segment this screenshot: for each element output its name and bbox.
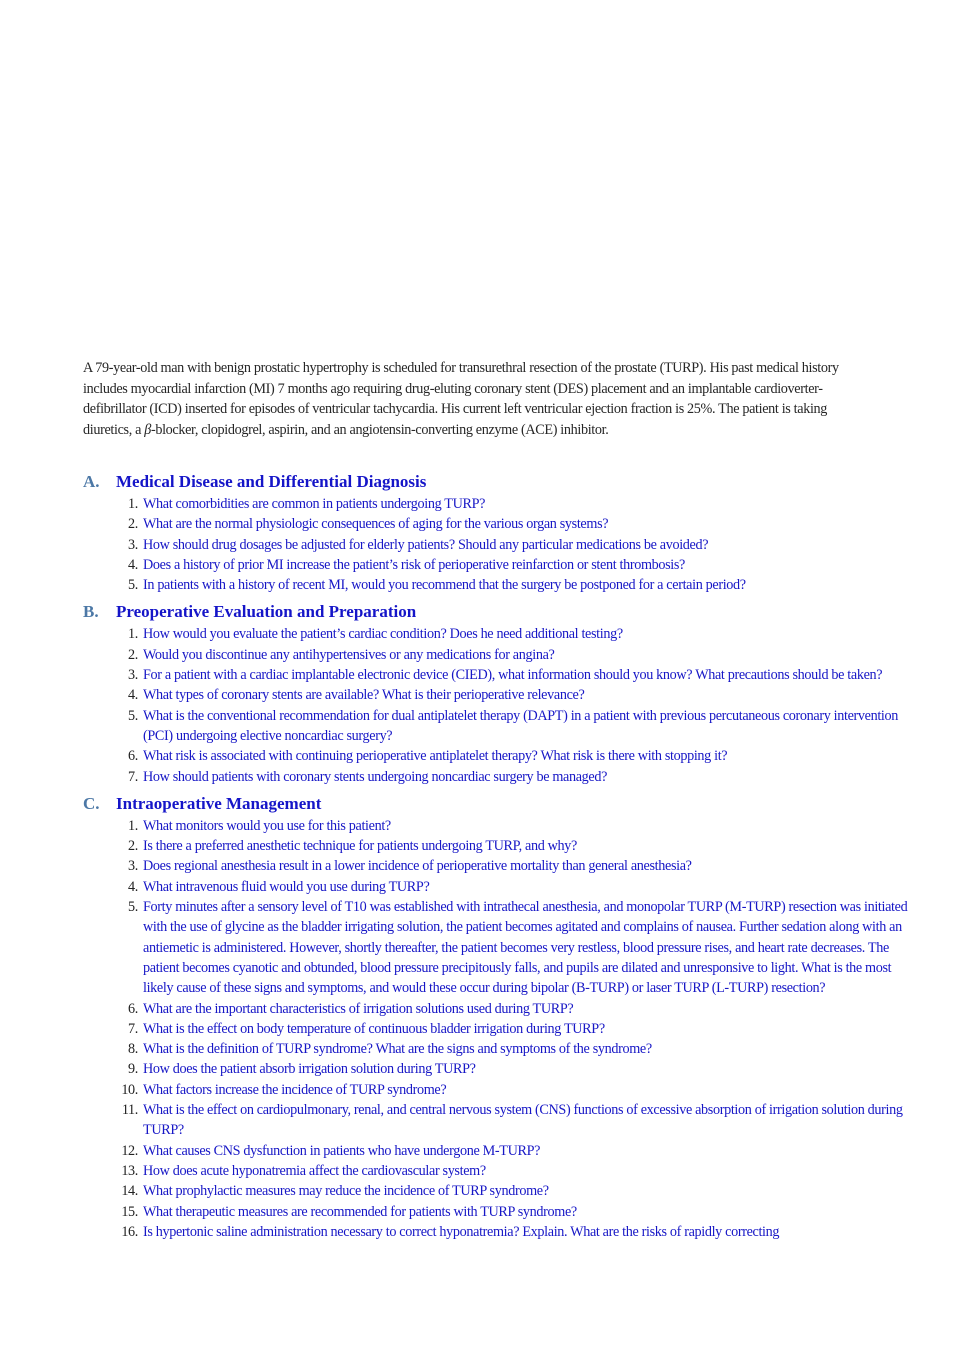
- question-number: 8.: [128, 1041, 138, 1058]
- question-item[interactable]: [83, 706, 913, 747]
- question-number: 9.: [128, 1061, 138, 1078]
- question-text[interactable]: What factors increase the incidence of TURP syndrome?: [143, 1081, 447, 1098]
- question-item[interactable]: [83, 575, 913, 595]
- question-item[interactable]: [83, 494, 913, 514]
- question-text[interactable]: How would you evaluate the patient’s cardiac condition? Does he need additional testing?: [143, 626, 623, 643]
- case-text-part2: -blocker, clopidogrel, aspirin, and an angiotensin-converting enzyme (ACE) inhibitor.: [150, 421, 609, 438]
- question-item[interactable]: [83, 856, 913, 876]
- question-item[interactable]: [83, 1141, 913, 1161]
- case-text-part1: A 79-year-old man with benign prostatic hypertrophy is scheduled for transurethral resection of the prostate (TURP). His past medical history includes myocardial infarction (MI) 7 months ago requiring drug-eluting coronary stent (DES) placement and an implantable cardioverter-defibrillator (ICD) inserted for episodes of ventricular tachycardia. His current left ventricular ejection fraction is 25%. The patient is taking diuretics, a: [83, 360, 839, 438]
- question-item[interactable]: [83, 624, 913, 644]
- question-text[interactable]: How should drug dosages be adjusted for elderly patients? Should any particular medications be avoided?: [143, 536, 709, 553]
- question-text[interactable]: What causes CNS dysfunction in patients who have undergone M-TURP?: [143, 1142, 541, 1159]
- question-item[interactable]: [83, 836, 913, 856]
- question-text[interactable]: What is the effect on cardiopulmonary, renal, and central nervous system (CNS) functions of excessive absorption of irrigation solution during TURP?: [143, 1102, 903, 1139]
- question-item[interactable]: [83, 645, 913, 665]
- section-heading: [83, 601, 913, 623]
- question-number: 16.: [121, 1223, 138, 1240]
- question-number: 14.: [121, 1183, 138, 1200]
- question-number: 5.: [128, 577, 138, 594]
- section-title: Medical Disease and Differential Diagnosis: [116, 472, 427, 491]
- question-text[interactable]: Is there a preferred anesthetic technique for patients undergoing TURP, and why?: [143, 838, 577, 855]
- question-number: 4.: [128, 556, 138, 573]
- question-number: 3.: [128, 667, 138, 684]
- question-number: 11.: [121, 1102, 138, 1119]
- question-number: 5.: [128, 707, 138, 724]
- question-text[interactable]: What prophylactic measures may reduce the incidence of TURP syndrome?: [143, 1183, 549, 1200]
- question-text[interactable]: Is hypertonic saline administration necessary to correct hyponatremia? Explain. What are the risks of rapidly correcting: [143, 1223, 780, 1240]
- question-item[interactable]: [83, 555, 913, 575]
- question-item[interactable]: [83, 1080, 913, 1100]
- section-title: Intraoperative Management: [116, 793, 322, 813]
- section-letter: A.: [83, 472, 100, 491]
- question-item[interactable]: [83, 1100, 913, 1141]
- question-number: 1.: [128, 626, 138, 643]
- question-item[interactable]: [83, 535, 913, 555]
- question-item[interactable]: [83, 1019, 913, 1039]
- page-content: [83, 358, 913, 1248]
- question-list: [83, 816, 913, 1242]
- question-number: 1.: [128, 817, 138, 834]
- question-text[interactable]: How does the patient absorb irrigation solution during TURP?: [143, 1061, 476, 1078]
- question-number: 2.: [128, 646, 138, 663]
- case-description: [83, 358, 873, 440]
- question-number: 13.: [121, 1162, 138, 1179]
- section-title: Preoperative Evaluation and Preparation: [116, 602, 417, 622]
- question-list: [83, 494, 913, 595]
- question-number: 12.: [121, 1142, 138, 1159]
- question-text[interactable]: How should patients with coronary stents undergoing noncardiac surgery be managed?: [143, 768, 608, 785]
- section-heading: [83, 793, 913, 815]
- question-number: 4.: [128, 878, 138, 895]
- section-c: [83, 793, 913, 1242]
- question-text[interactable]: In patients with a history of recent MI, would you recommend that the surgery be postponed for a certain period?: [143, 577, 746, 594]
- question-item[interactable]: [83, 685, 913, 705]
- question-item[interactable]: [83, 1181, 913, 1201]
- question-text[interactable]: Forty minutes after a sensory level of T10 was established with intrathecal anesthesia, and monopolar TURP (M-TURP) resection was initiated with the use of glycine as the bladder irrigating solution, the patient becomes agitated and complains of nausea. Further sedation along with an antiemetic is administered. However, shortly thereafter, the patient becomes very restless, blood pressure rises, and heart rate decreases. The patient becomes cyanotic and obtunded, blood pressure precipitously falls, and pupils are dilated and unresponsive to light. What is the most likely cause of these signs and symptoms, and would these occur during bipolar (B-TURP) or laser TURP (L-TURP) resection?: [143, 899, 908, 997]
- question-text[interactable]: What comorbidities are common in patients undergoing TURP?: [143, 496, 486, 512]
- question-item[interactable]: [83, 514, 913, 534]
- question-text[interactable]: What is the conventional recommendation for dual antiplatelet therapy (DAPT) in a patient with previous percutaneous coronary intervention (PCI) undergoing elective noncardiac surgery?: [143, 707, 899, 744]
- question-list: [83, 624, 913, 786]
- section-heading: [83, 471, 913, 493]
- question-number: 10.: [121, 1081, 138, 1098]
- question-number: 7.: [128, 768, 138, 785]
- question-number: 2.: [128, 838, 138, 855]
- question-number: 6.: [128, 748, 138, 765]
- question-number: 2.: [128, 516, 138, 533]
- question-text[interactable]: For a patient with a cardiac implantable electronic device (CIED), what information should you know? What precautions should be taken?: [143, 667, 883, 684]
- question-item[interactable]: [83, 1222, 913, 1242]
- question-text[interactable]: What is the definition of TURP syndrome? What are the signs and symptoms of the syndrome?: [143, 1041, 652, 1058]
- question-number: 15.: [121, 1203, 138, 1220]
- question-text[interactable]: What intravenous fluid would you use during TURP?: [143, 878, 430, 895]
- question-text[interactable]: What are the normal physiologic consequences of aging for the various organ systems?: [143, 516, 609, 533]
- section-b: [83, 601, 913, 786]
- question-number: 6.: [128, 1000, 138, 1017]
- question-item[interactable]: [83, 1059, 913, 1079]
- question-number: 3.: [128, 858, 138, 875]
- question-item[interactable]: [83, 897, 913, 998]
- question-text[interactable]: What is the effect on body temperature of continuous bladder irrigation during TURP?: [143, 1020, 605, 1037]
- question-text[interactable]: Does regional anesthesia result in a lower incidence of perioperative mortality than general anesthesia?: [143, 858, 692, 875]
- question-text[interactable]: Does a history of prior MI increase the patient’s risk of perioperative reinfarction or stent thrombosis?: [143, 556, 686, 573]
- question-item[interactable]: [83, 665, 913, 685]
- question-number: 3.: [128, 536, 138, 553]
- question-number: 7.: [128, 1020, 138, 1037]
- question-item[interactable]: [83, 1039, 913, 1059]
- section-a: [83, 471, 913, 595]
- beta-symbol: β: [144, 421, 151, 438]
- question-item[interactable]: [83, 746, 913, 766]
- question-number: 1.: [128, 496, 138, 512]
- question-item[interactable]: [83, 1202, 913, 1222]
- question-text[interactable]: What therapeutic measures are recommended for patients with TURP syndrome?: [143, 1203, 577, 1220]
- question-number: 4.: [128, 687, 138, 704]
- question-text[interactable]: What monitors would you use for this patient?: [143, 817, 391, 834]
- question-text[interactable]: What types of coronary stents are available? What is their perioperative relevance?: [143, 687, 585, 704]
- question-item[interactable]: [83, 999, 913, 1019]
- question-text[interactable]: Would you discontinue any antihypertensives or any medications for angina?: [143, 646, 555, 663]
- question-number: 5.: [128, 899, 138, 916]
- section-letter: B.: [83, 602, 99, 622]
- question-item[interactable]: [83, 877, 913, 897]
- question-text[interactable]: How does acute hyponatremia affect the cardiovascular system?: [143, 1162, 486, 1179]
- question-text[interactable]: What risk is associated with continuing perioperative antiplatelet therapy? What risk is there with stopping it?: [143, 748, 728, 765]
- question-item[interactable]: [83, 1161, 913, 1181]
- section-letter: C.: [83, 793, 100, 813]
- question-text[interactable]: What are the important characteristics of irrigation solutions used during TURP?: [143, 1000, 574, 1017]
- question-item[interactable]: [83, 767, 913, 787]
- question-item[interactable]: [83, 816, 913, 836]
